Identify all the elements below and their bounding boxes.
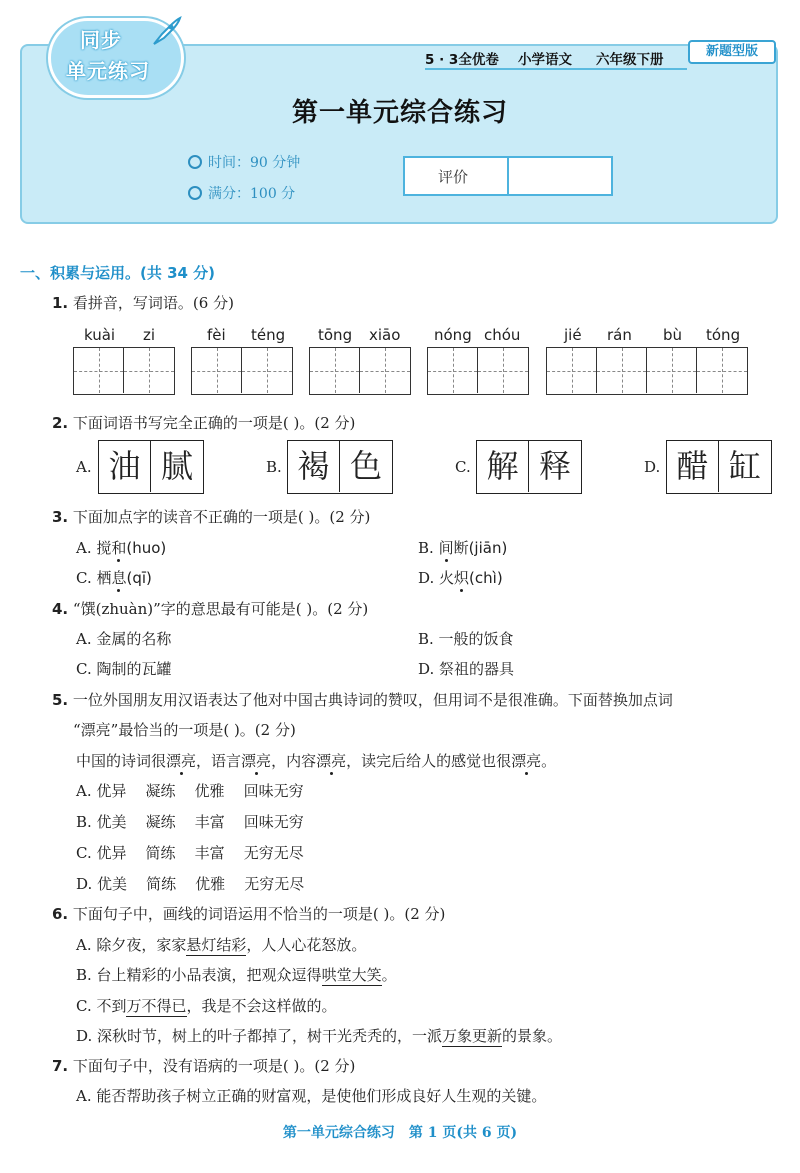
option-b: B. 优美 凝练 丰富 回味无穷 xyxy=(76,813,304,831)
rocket-icon xyxy=(148,16,182,50)
question-7: 7. 下面句子中，没有语病的一项是( )。(2 分) xyxy=(52,1057,356,1075)
option-a: A. 除夕夜，家家悬灯结彩，人人心花怒放。 xyxy=(76,936,367,954)
section-title: 一、积累与运用。(共 34 分) xyxy=(20,264,216,282)
question-4: 4. “馔(zhuàn)”字的意思最有可能是( )。(2 分) xyxy=(52,600,369,618)
pinyin: xiāo xyxy=(369,326,401,344)
option-a: A. 搅和(huo) xyxy=(76,539,167,557)
question-3: 3. 下面加点字的读音不正确的一项是( )。(2 分) xyxy=(52,508,371,526)
option-b-word: 褐 色 xyxy=(287,440,393,494)
time-info xyxy=(188,152,300,172)
option-d: D. 深秋时节，树上的叶子都掉了，树干光秃秃的，一派万象更新的景象。 xyxy=(76,1027,563,1045)
option-d: D. 祭祖的器具 xyxy=(418,660,515,678)
option-d: D. 优美 简练 优雅 无穷无尽 xyxy=(76,875,305,893)
page-footer: 第一单元综合练习 第 1 页(共 6 页) xyxy=(282,1125,518,1141)
option-c-word: 解 释 xyxy=(476,440,582,494)
series-name: 5 · 3全优卷 xyxy=(425,52,499,68)
page-title: 第一单元综合练习 xyxy=(291,98,508,128)
writing-grid-2[interactable] xyxy=(191,347,293,395)
pinyin: jié xyxy=(564,326,582,344)
edition-badge: 新题型版 xyxy=(688,40,776,64)
question-1: 1. 看拼音，写词语。(6 分) xyxy=(52,294,234,312)
pinyin: tóng xyxy=(706,326,741,344)
subject-name: 小学语文 xyxy=(518,52,572,68)
option-a-label: A. xyxy=(76,458,92,476)
pinyin: téng xyxy=(251,326,286,344)
writing-grid-3[interactable] xyxy=(309,347,411,395)
question-5: 5. 一位外国朋友用汉语表达了他对中国古典诗词的赞叹，但用词不是很准确。下面替换加点词 xyxy=(52,691,673,709)
pinyin: bù xyxy=(663,326,683,344)
badge-line2: 单元练习 xyxy=(66,59,150,83)
clock-icon xyxy=(188,155,202,169)
question-6: 6. 下面句子中，画线的词语运用不恰当的一项是( )。(2 分) xyxy=(52,905,446,923)
option-b: B. 一般的饭食 xyxy=(418,630,514,648)
pinyin: fèi xyxy=(207,326,226,344)
pinyin: chóu xyxy=(484,326,521,344)
option-c-label: C. xyxy=(455,458,471,476)
option-c: C. 陶制的瓦罐 xyxy=(76,660,172,678)
pinyin: kuài xyxy=(84,326,116,344)
option-a-word: 油 腻 xyxy=(98,440,204,494)
option-b: B. 台上精彩的小品表演，把观众逗得哄堂大笑。 xyxy=(76,966,397,984)
option-b: B. 间断(jiān) xyxy=(418,539,508,557)
badge-line1: 同步 xyxy=(80,28,122,52)
option-c: C. 栖息(qī) xyxy=(76,569,152,587)
pinyin: nóng xyxy=(434,326,472,344)
score-info xyxy=(188,183,295,203)
option-a: A. 金属的名称 xyxy=(76,630,172,648)
option-c: C. 不到万不得已，我是不会这样做的。 xyxy=(76,997,337,1015)
option-a: A. 能否帮助孩子树立正确的财富观，是使他们形成良好人生观的关键。 xyxy=(76,1087,547,1105)
pinyin: tōng xyxy=(318,326,353,344)
question-5-line2: “漂亮”最恰当的一项是( )。(2 分) xyxy=(73,721,296,739)
option-d-word: 醋 缸 xyxy=(666,440,772,494)
writing-grid-5[interactable] xyxy=(546,347,748,395)
option-d: D. 火炽(chì) xyxy=(418,569,503,587)
option-d-label: D. xyxy=(644,458,661,476)
writing-grid-1[interactable] xyxy=(73,347,175,395)
option-b-label: B. xyxy=(266,458,282,476)
pinyin: rán xyxy=(607,326,632,344)
check-circle-icon xyxy=(188,186,202,200)
pinyin: zi xyxy=(143,326,156,344)
question-2: 2. 下面词语书写完全正确的一项是( )。(2 分) xyxy=(52,414,356,432)
evaluation-label: 评价 xyxy=(438,168,469,186)
grade-name: 六年级下册 xyxy=(596,52,664,68)
header-rule xyxy=(425,68,687,70)
score-text: 满分：100 分 xyxy=(208,186,296,202)
option-c: C. 优异 简练 丰富 无穷无尽 xyxy=(76,844,304,862)
option-a: A. 优异 凝练 优雅 回味无穷 xyxy=(76,782,304,800)
evaluation-divider xyxy=(507,156,509,196)
example-sentence: 中国的诗词很漂亮，语言漂亮，内容漂亮，读完后给人的感觉也很漂亮。 xyxy=(76,752,557,770)
time-text: 时间：90 分钟 xyxy=(208,155,301,171)
writing-grid-4[interactable] xyxy=(427,347,529,395)
